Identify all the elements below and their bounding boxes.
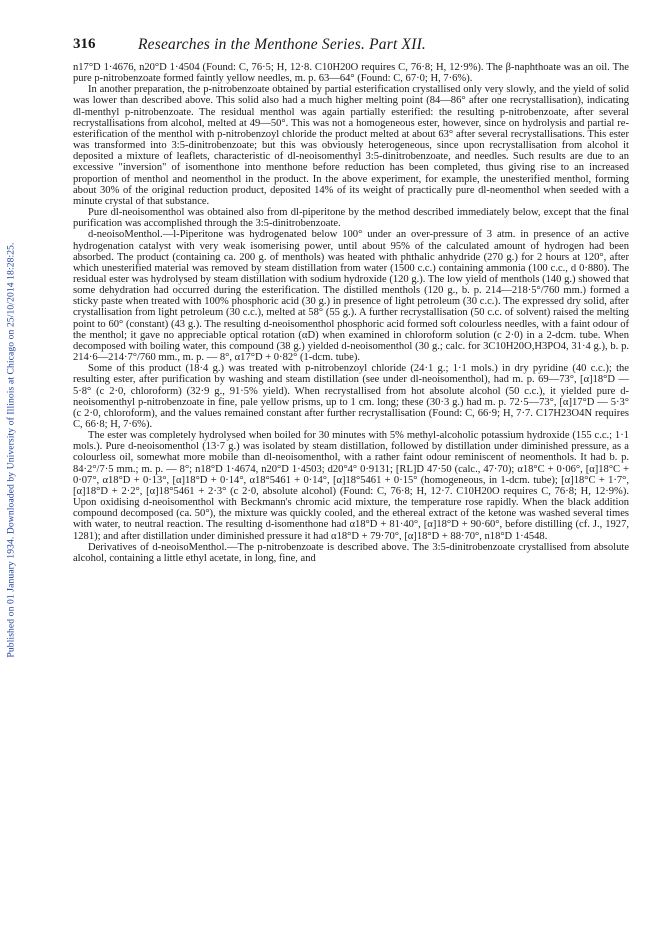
paragraph-4: d-neoisoMenthol.—l-Piperitone was hydrogenated below 100° under an over-pressure of 3 atm. in presence of an active hydrogenation catalyst with very weak isomerising power, until about 95% of the calculated amount of hydrogen had been absorbed. The product (containing ca. 200 g. of menthols) was heated with phthalic anhydride (270 g.) for 2 hours at 120°, after which unesterified material was removed by steam distillation from water (1500 c.c.) containing ammonia (100 c.c., d 0·880). The residual ester was hydrolysed by steam distillation with sodium hydroxide (120 g.). The low yield of menthols (140 g.) showed that some dehydration had occurred during the esterification. The distilled menthols (120 g., b. p. 214—218·5°/760 mm.) formed a sticky paste when treated with 100% phosphoric acid (30 g.) in presence of light petroleum (30 c.c.). The expressed dry solid, after crystallisation from light petroleum (30 c.c.), melted at 58° (55 g.). A further recrystallisation (50 c.c. of solvent) raised the melting point to 60° (constant) (43 g.). The resulting d-neoisomenthol phosphoric acid formed soft colourless needles, with a faint odour of the menthol; it gave no appreciable optical rotation (αD) when examined in chloroform solution (c 2·0) in a 2-dcm. tube. When decomposed with boiling water, this compound (38 g.) yielded d-neoisomenthol (30 g.; calc. for 3C10H20O,H3PO4, 31·4 g.), b. p. 214·6—214·7°/760 mm., m. p. — 8°, α17°D + 0·82° (1-dcm. tube).: [73, 229, 629, 364]
download-notice-sidebar: [0, 150, 22, 750]
paragraph-3: Pure dl-neoisomenthol was obtained also from dl-piperitone by the method described immediately below, except that the final purification was accomplished through the 3:5-dinitrobenzoate.: [73, 207, 629, 230]
paragraph-2: In another preparation, the p-nitrobenzoate obtained by partial esterification crystallised only very slowly, and the yield of solid was lower than described above. This solid also had a much higher melting point (84—86° after one recrystallisation), indicating dl-menthyl p-nitrobenzoate. The residual menthol was again partially esterified: the resulting p-nitrobenzoate, after several recrystallisations from alcohol, melted at 49—50°. This was not a homogeneous ester, however, since on hydrolysis and partial re-esterification of the menthol with p-nitrobenzoyl chloride the product melted at about 63° after several recrystallisations. This ester was transformed into 3:5-dinitrobenzoate; but this was obviously heterogeneous, since upon recrystallisation from alcohol it deposited a mixture of leaflets, characteristic of dl-neoisomenthyl 3:5-dinitrobenzoate, and needles. Such results are due to an excessive "inversion" of isomenthone into menthone before reduction has been completed, thus giving rise to an increased proportion of menthol and neomenthol in the product. In the above experiment, for example, the unesterified menthol, forming about 30% of the original reduction product, deposited 14% of its weight of practically pure dl-neomenthol when seeded with a minute crystal of that substance.: [73, 84, 629, 207]
page-number: 316: [73, 36, 96, 52]
paragraph-1: n17°D 1·4676, n20°D 1·4504 (Found: C, 76·5; H, 12·8. C10H20O requires C, 76·8; H, 12·9%). The β-naphthoate was an oil. The pure p-nitrobenzoate formed faintly yellow needles, m. p. 63—64° (Found: C, 67·0; H, 7·6%).: [73, 62, 629, 85]
download-notice-text: Published on 01 January 1934. Downloaded by University of Illinois at Chicago on 25/10/2014 18:28:25.: [5, 242, 17, 658]
paragraph-7: Derivatives of d-neoisoMenthol.—The p-nitrobenzoate is described above. The 3:5-dinitrobenzoate crystallised from absolute alcohol, containing a little ethyl acetate, in long, fine, and: [73, 541, 629, 564]
journal-page: [73, 36, 629, 564]
paragraph-6: The ester was completely hydrolysed when boiled for 30 minutes with 5% methyl-alcoholic potassium hydroxide (155 c.c.; 1·1 mols.). Pure d-neoisomenthol (13·7 g.) was isolated by steam distillation, followed by distillation under diminished pressure, as a colourless oil, somewhat more mobile than dl-neoisomenthol, with a rather faint odour reminiscent of neomenthols. It had b. p. 84·2°/7·5 mm.; m. p. — 8°; n18°D 1·4674, n20°D 1·4503; d20°4° 0·9131; [RL]D 47·50 (calc., 47·70); α18°C + 0·06°, [α]18°C + 0·07°, α18°D + 0·13°, [α]18°D + 0·14°, α18°5461 + 0·14°, [α]18°5461 + 0·15° (homogeneous, in 1-dcm. tube); [α]18°C + 1·7°, [α]18°D + 2·2°, [α]18°5461 + 2·3° (c 2·0, absolute alcohol) (Found: C, 76·8; H, 12·7. C10H20O requires C, 76·8; H, 12·9%). Upon oxidising d-neoisomenthol with Beckmann's chromic acid mixture, the temperature rose rapidly. When the black addition compound decomposed (ca. 50°), the mixture was quickly cooled, and the ethereal extract of the ketone was washed several times with water, to neutral reaction. The resulting d-isomenthone had α18°D + 81·40°, [α]18°D + 90·60°, before distilling (cf. J., 1927, 1281); and after distillation under diminished pressure it had α18°D + 79·70°, [α]18°D + 88·70°, n18°D 1·4548.: [73, 430, 629, 542]
page-header: [73, 36, 629, 56]
paragraph-5: Some of this product (18·4 g.) was treated with p-nitrobenzoyl chloride (24·1 g.; 1·1 mols.) in dry pyridine (40 c.c.); the resulting ester, after purification by washing and steam distillation (see under dl-neoisomenthol), had m. p. 69—73°, [α]18°D — 5·8° (c 2·0, chloroform) (32·9 g., 91·5% yield). When recrystallised from hot absolute alcohol (50 c.c.), it yielded pure d-neoisomenthyl p-nitrobenzoate in fine, pale yellow prisms, up to 1 cm. long; these (30·3 g.) had m. p. 72·5—73°, [α]17°D — 5·3° (c 2·0, chloroform), and the values remained constant after further recrystallisation (Found: C, 66·9; H, 7·7. C17H23O4N requires C, 66·8; H, 7·6%).: [73, 363, 629, 430]
running-title: Researches in the Menthone Series. Part XII.: [138, 36, 427, 53]
article-body: [73, 62, 629, 564]
